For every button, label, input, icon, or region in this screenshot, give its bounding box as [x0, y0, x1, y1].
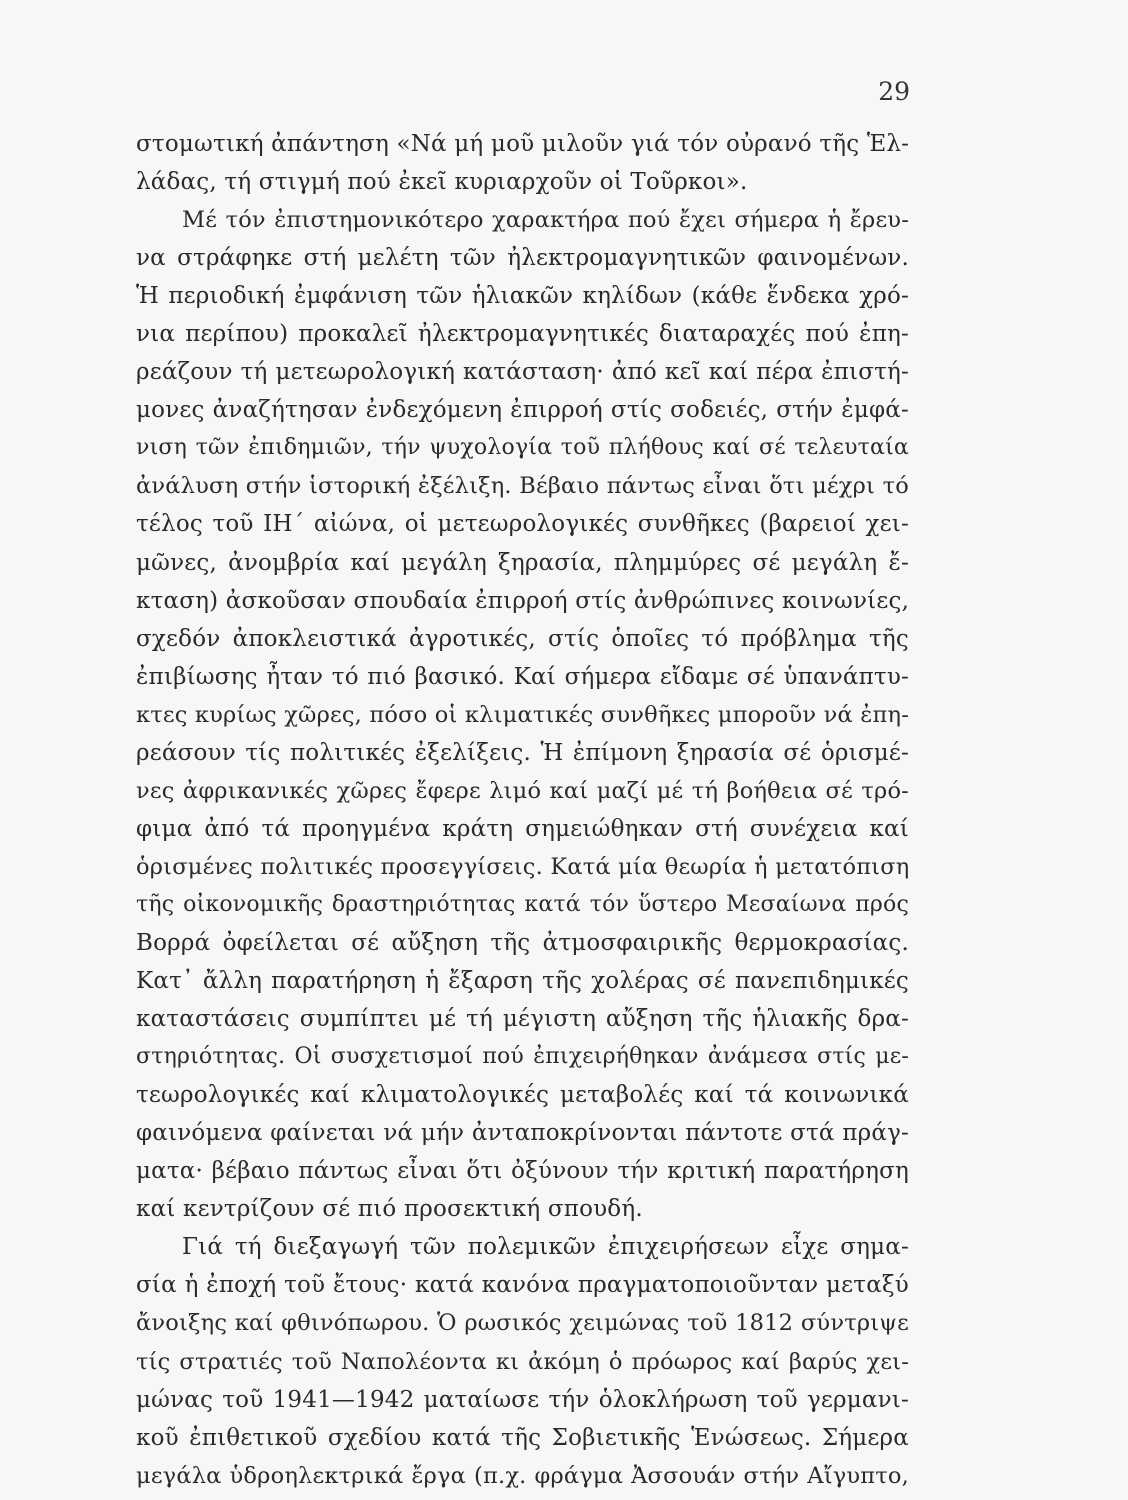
text-line: καί κεντρίζουν σέ πιό προσεκτική σπουδή.	[136, 1196, 643, 1223]
text-line: φαινόμενα φαίνεται νά μήν ἀνταποκρίνονται πάντοτε στά πράγ-	[136, 1120, 909, 1147]
paragraph-start-line: Μέ τόν ἐπιστημονικότερο χαρακτήρα πού ἔχει σήμερα ἡ ἔρευ-	[182, 207, 909, 234]
text-line: να στράφηκε στή μελέτη τῶν ἠλεκτρομαγνητικῶν φαινομένων.	[136, 245, 909, 272]
text-line: νες ἀφρικανικές χῶρες ἔφερε λιμό καί μαζί μέ τή βοήθεια σέ τρό-	[136, 777, 909, 804]
text-line: μεγάλα ὑδροηλεκτρικά ἔργα (π.χ. φράγμα Ἀσσουάν στήν Αἴγυπτο,	[136, 1462, 909, 1489]
text-line: σχεδόν ἀποκλειστικά ἀγροτικές, στίς ὁποῖες τό πρόβλημα τῆς	[136, 625, 909, 652]
paragraph-start-line: Γιά τή διεξαγωγή τῶν πολεμικῶν ἐπιχειρήσεων εἶχε σημα-	[182, 1234, 909, 1261]
text-line: τῆς οἰκονομικῆς δραστηριότητας κατά τόν ὕστερο Μεσαίωνα πρός	[136, 891, 909, 917]
text-line: μώνας τοῦ 1941—1942 ματαίωσε τήν ὁλοκλήρωση τοῦ γερμανι-	[136, 1386, 909, 1413]
text-line: τεωρολογικές καί κλιματολογικές μεταβολές καί τά κοινωνικά	[136, 1082, 909, 1109]
page-number: 29	[878, 77, 910, 106]
text-line: κταση) ἀσκοῦσαν σπουδαία ἐπιρροή στίς ἀνθρώπινες κοινωνίες,	[136, 587, 910, 614]
text-line: νια περίπου) προκαλεῖ ἠλεκτρομαγνητικές διαταραχές πού ἐπη-	[136, 321, 909, 348]
text-line: ματα· βέβαιο πάντως εἶναι ὅτι ὀξύνουν τήν κριτική παρατήρηση	[136, 1158, 909, 1185]
text-line: κτες κυρίως χῶρες, πόσο οἱ κλιματικές συνθῆκες μποροῦν νά ἐπη-	[136, 701, 910, 728]
text-line: σία ἡ ἐποχή τοῦ ἔτους· κατά κανόνα πραγματοποιοῦνταν μεταξύ	[136, 1272, 909, 1299]
text-line: Βορρά ὀφείλεται σέ αὔξηση τῆς ἀτμοσφαιρικῆς θερμοκρασίας.	[136, 929, 909, 956]
text-line: ρεάσουν τίς πολιτικές ἐξελίξεις. Ἡ ἐπίμονη ξηρασία σέ ὁρισμέ-	[136, 739, 909, 766]
text-line: τέλος τοῦ ΙΗ΄ αἰώνα, οἱ μετεωρολογικές συνθῆκες (βαρειοί χει-	[136, 511, 909, 538]
text-line: Ἡ περιοδική ἐμφάνιση τῶν ἡλιακῶν κηλίδων (κάθε ἕνδεκα χρό-	[136, 283, 909, 310]
text-line: στηριότητας. Οἱ συσχετισμοί πού ἐπιχειρήθηκαν ἀνάμεσα στίς με-	[136, 1044, 909, 1070]
text-line: κοῦ ἐπιθετικοῦ σχεδίου κατά τῆς Σοβιετικῆς Ἑνώσεως. Σήμερα	[136, 1424, 909, 1451]
text-line: φιμα ἀπό τά προηγμένα κράτη σημειώθηκαν στή συνέχεια καί	[136, 815, 909, 842]
text-line: ἐπιβίωσης ἦταν τό πιό βασικό. Καί σήμερα εἴδαμε σέ ὑπανάπτυ-	[136, 663, 909, 690]
text-line: ρεάζουν τή μετεωρολογική κατάσταση· ἀπό κεῖ καί πέρα ἐπιστή-	[136, 359, 909, 386]
body-text	[136, 125, 909, 1495]
text-line: καταστάσεις συμπίπτει μέ τή μέγιστη αὔξηση τῆς ἡλιακῆς δρα-	[136, 1006, 909, 1033]
text-line: Κατ᾿ ἄλλη παρατήρηση ἡ ἔξαρση τῆς χολέρας σέ πανεπιδημικές	[136, 968, 909, 995]
text-line: ἄνοιξης καί φθινόπωρου. Ὁ ρωσικός χειμώνας τοῦ 1812 σύντριψε	[136, 1310, 909, 1337]
text-line: λάδας, τή στιγμή πού ἐκεῖ κυριαρχοῦν οἱ Τοῦρκοι».	[136, 169, 748, 196]
text-line: ὁρισμένες πολιτικές προσεγγίσεις. Κατά μία θεωρία ἡ μετατόπιση	[136, 853, 910, 880]
text-line: στομωτική ἀπάντηση «Νά μή μοῦ μιλοῦν γιά τόν οὐρανό τῆς Ἑλ-	[136, 131, 910, 157]
text-line: μονες ἀναζήτησαν ἐνδεχόμενη ἐπιρροή στίς σοδειές, στήν ἐμφά-	[136, 397, 909, 424]
text-line: ἀνάλυση στήν ἱστορική ἐξέλιξη. Βέβαιο πάντως εἶναι ὅτι μέχρι τό	[136, 473, 909, 500]
text-line: τίς στρατιές τοῦ Ναπολέοντα κι ἀκόμη ὁ πρόωρος καί βαρύς χει-	[136, 1348, 909, 1375]
text-line: νιση τῶν ἐπιδημιῶν, τήν ψυχολογία τοῦ πλήθους καί σέ τελευταία	[136, 435, 909, 461]
text-line: μῶνες, ἀνομβρία καί μεγάλη ξηρασία, πλημμύρες σέ μεγάλη ἔ-	[136, 549, 909, 576]
